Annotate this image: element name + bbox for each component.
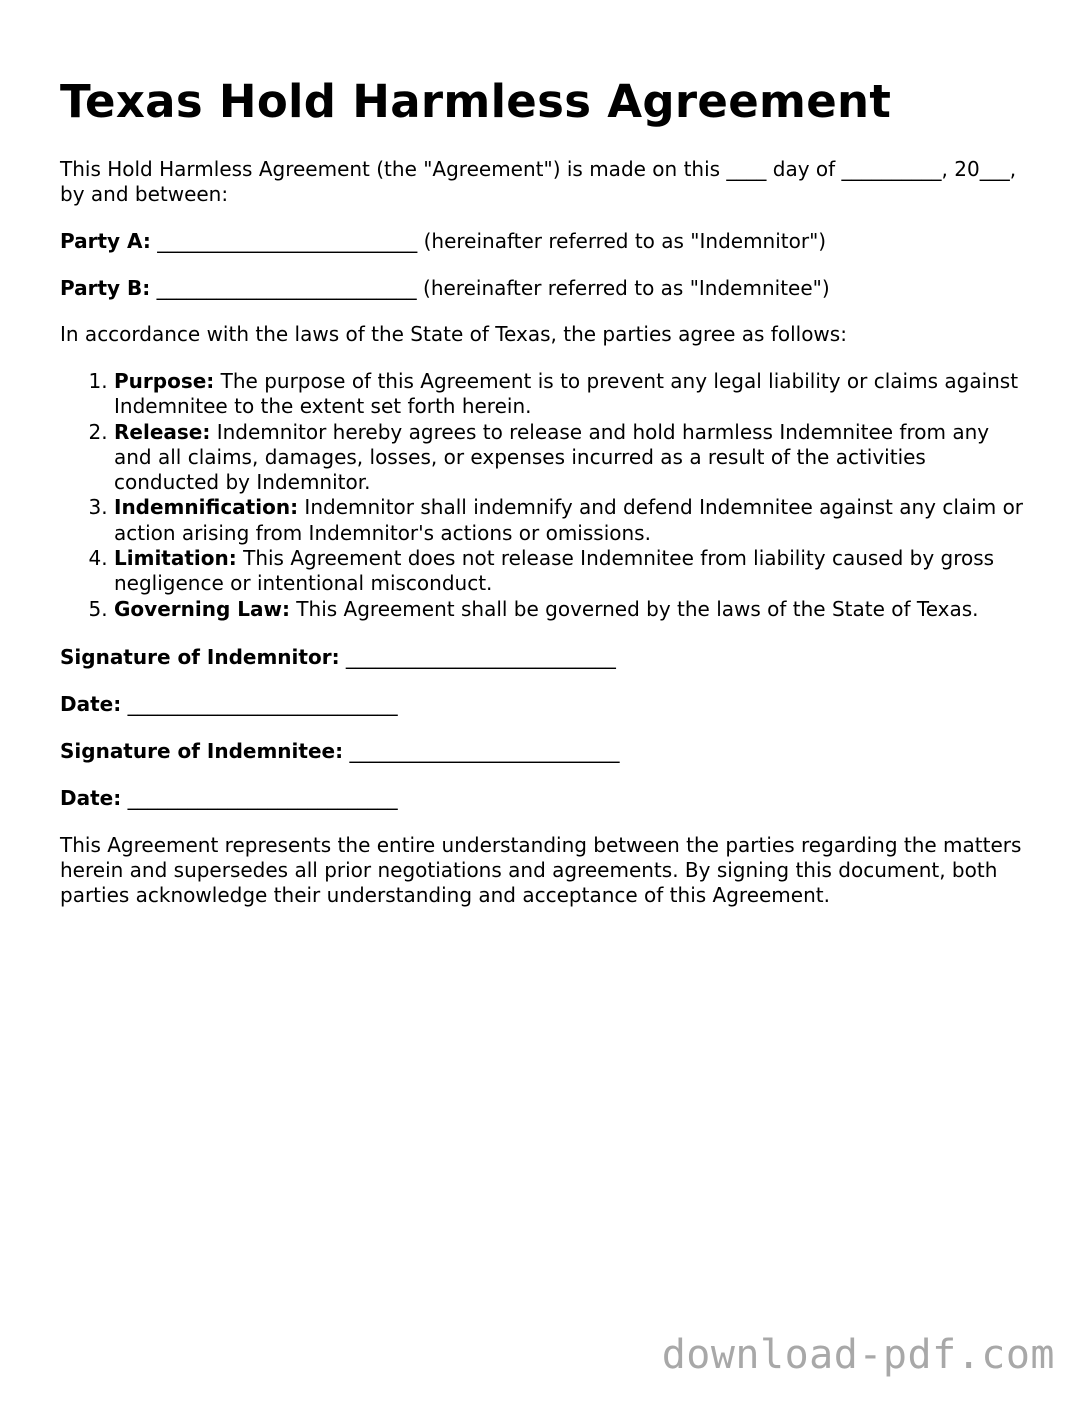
date-blank: ___________________________: [121, 691, 398, 716]
closing-paragraph: This Agreement represents the entire understanding between the parties regarding the matters herein and supersedes all prior negotiations and agreements. By signing this document, both parties acknowledge their understanding and acceptance of this Agreement.: [60, 832, 1022, 907]
clause-text: Indemnitor shall indemnify and defend Indemnitee against any claim or action arising from Indemnitor's actions or omissions.: [114, 495, 1024, 545]
document-title: Texas Hold Harmless Agreement: [60, 75, 892, 128]
indemnitor-date-line: [60, 692, 1030, 717]
party-b-line: [60, 276, 1030, 301]
party-b-label: Party B:: [60, 276, 151, 300]
clause-indemnification: [114, 495, 1030, 546]
signature-blank: ___________________________: [339, 644, 616, 669]
clause-purpose: [114, 369, 1030, 420]
watermark: download-pdf.com: [661, 1332, 1055, 1378]
clause-list: [60, 369, 1030, 622]
lead-paragraph: In accordance with the laws of the State of Texas, the parties agree as follows:: [60, 322, 847, 346]
party-b-text: __________________________ (hereinafter referred to as "Indemnitee"): [150, 276, 830, 300]
date-label: Date:: [60, 691, 122, 716]
signature-label: Signature of Indemnitee:: [60, 738, 344, 763]
clause-limitation: [114, 546, 1030, 597]
indemnitee-signature-line: [60, 739, 1030, 764]
indemnitor-signature-line: [60, 645, 1030, 670]
indemnitee-date-line: [60, 786, 1030, 811]
clause-text: This Agreement does not release Indemnitee from liability caused by gross negligence or intentional misconduct.: [114, 546, 995, 596]
party-a-label: Party A:: [60, 229, 151, 253]
party-a-text: __________________________ (hereinafter referred to as "Indemnitor"): [150, 229, 827, 253]
date-label: Date:: [60, 785, 122, 810]
clause-governing-law: [114, 597, 1030, 622]
party-a-line: [60, 229, 1030, 254]
signature-blank: ___________________________: [343, 738, 620, 763]
date-blank: ___________________________: [121, 785, 398, 810]
clause-text: The purpose of this Agreement is to prevent any legal liability or claims against Indemnitee to the extent set forth herein.: [114, 369, 1019, 419]
clause-text: Indemnitor hereby agrees to release and hold harmless Indemnitee from any and all claims, damages, losses, or expenses incurred as a result of the activities conducted by Indemnitor.: [114, 419, 990, 495]
clause-release: [114, 420, 1030, 496]
signature-label: Signature of Indemnitor:: [60, 644, 340, 669]
intro-paragraph: This Hold Harmless Agreement (the "Agreement") is made on this ____ day of __________, 20___, by and between:: [60, 157, 1017, 206]
clause-heading: Release:: [114, 419, 211, 444]
clause-heading: Indemnification:: [114, 495, 299, 520]
document-page: [60, 72, 1030, 908]
clause-heading: Purpose:: [114, 369, 215, 393]
clause-heading: Governing Law:: [114, 596, 290, 621]
clause-heading: Limitation:: [114, 546, 237, 571]
clause-text: This Agreement shall be governed by the laws of the State of Texas.: [289, 596, 979, 621]
